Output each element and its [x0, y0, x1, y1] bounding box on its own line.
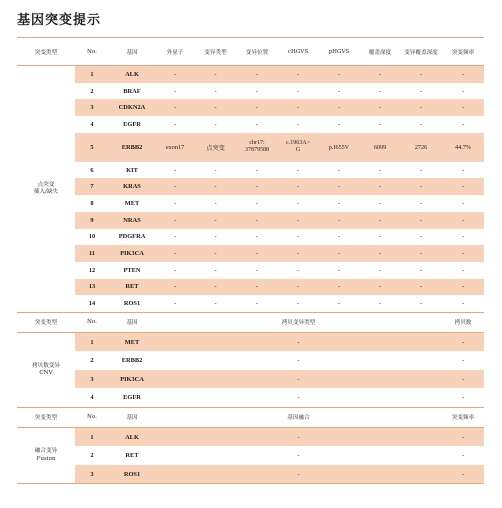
table-cell: -: [173, 266, 177, 274]
table-cell: -: [255, 166, 259, 174]
gene-name: RET: [125, 452, 139, 460]
table-cell: -: [442, 370, 484, 389]
table-cell: -: [255, 87, 259, 95]
cnv-header-cell: 基因: [109, 312, 155, 332]
table-cell: -: [400, 66, 442, 83]
cnv-header-row: [17, 312, 484, 332]
row-number: 3: [75, 99, 109, 116]
row-number: 2: [90, 357, 94, 365]
table-cell: -: [442, 465, 484, 484]
table-cell: 2726: [400, 133, 442, 162]
table-cell: -: [214, 233, 217, 241]
table-cell: -: [155, 370, 442, 389]
table-cell: -: [173, 199, 177, 207]
table-cell: -: [461, 452, 465, 460]
table-cell: -: [442, 388, 484, 407]
table-cell: 6099: [360, 133, 400, 162]
table-row: [17, 427, 484, 446]
table-cell: -: [461, 266, 465, 274]
table-cell: -: [442, 245, 484, 262]
fusion-header-row: [17, 407, 484, 427]
table-cell: -: [214, 199, 217, 207]
table-cell: -: [400, 279, 442, 296]
table-cell: -: [442, 295, 484, 312]
row-number: 13: [75, 279, 109, 296]
table-cell: -: [442, 332, 484, 351]
table-cell: -: [278, 66, 318, 83]
table-cell: -: [337, 166, 341, 174]
row-number: 1: [75, 332, 109, 351]
table-cell: -: [195, 99, 236, 116]
table-cell: -: [195, 279, 236, 296]
table-cell: -: [155, 427, 442, 446]
fusion-header-cell: 突变类型: [17, 407, 75, 427]
row-number: 4: [75, 388, 109, 407]
table-cell: -: [337, 120, 341, 128]
table-cell: -: [461, 233, 465, 241]
table-row: [17, 388, 484, 407]
table-cell: -: [360, 99, 400, 116]
table-cell: -: [214, 87, 217, 95]
table-cell: -: [195, 295, 236, 312]
table-cell: -: [155, 295, 195, 312]
table-cell: -: [255, 266, 259, 274]
table-cell: -: [195, 212, 236, 229]
table-cell: -: [236, 66, 278, 83]
table-cell: -: [318, 279, 360, 296]
table-row: [17, 262, 484, 279]
row-number: 5: [75, 133, 109, 162]
table-cell: -: [236, 279, 278, 296]
table-cell: 点突变: [195, 133, 236, 162]
table-cell: -: [337, 87, 341, 95]
gene-name: NRAS: [109, 212, 155, 229]
row-number: 2: [90, 452, 94, 460]
snv-header-row: [17, 38, 484, 66]
gene-name: ROS1: [109, 465, 155, 484]
row-number: 9: [75, 212, 109, 229]
fusion-header-cell: No.: [75, 407, 109, 427]
gene-name: MET: [124, 199, 140, 207]
snv-header-cell: 变异类型: [195, 38, 236, 66]
table-cell: -: [318, 212, 360, 229]
gene-name: PTEN: [123, 266, 141, 274]
table-cell: -: [378, 199, 382, 207]
table-cell: -: [360, 245, 400, 262]
snv-header-cell: No.: [75, 38, 109, 66]
table-cell: -: [278, 178, 318, 195]
table-cell: exon17: [155, 133, 195, 162]
gene-name: EGFR: [123, 120, 141, 128]
fusion-header-cell: 基因: [109, 407, 155, 427]
table-cell: -: [155, 178, 195, 195]
row-number: 8: [90, 199, 94, 207]
row-number: 12: [88, 266, 96, 274]
category-label: 融合变异 Fusion: [17, 427, 75, 484]
table-cell: -: [318, 66, 360, 83]
table-cell: -: [173, 166, 177, 174]
table-row: [17, 279, 484, 296]
table-cell: -: [214, 166, 217, 174]
gene-name: EGFR: [109, 388, 155, 407]
table-cell: -: [297, 357, 300, 365]
table-row: [17, 162, 484, 179]
gene-name: RET: [109, 279, 155, 296]
category-label: 点突变 插入/缺失: [17, 66, 75, 313]
table-cell: -: [461, 199, 465, 207]
table-row: [17, 212, 484, 229]
snv-header-cell: 基因: [109, 38, 155, 66]
table-cell: -: [461, 87, 465, 95]
table-cell: -: [278, 295, 318, 312]
table-cell: -: [400, 212, 442, 229]
gene-name: KIT: [126, 166, 138, 174]
table-row: [17, 446, 484, 465]
gene-name: ROS1: [109, 295, 155, 312]
table-cell: -: [236, 178, 278, 195]
table-cell: -: [400, 245, 442, 262]
row-number: 3: [75, 370, 109, 389]
table-cell: -: [155, 99, 195, 116]
row-number: 2: [90, 87, 94, 95]
snv-header-cell: 覆盖深度: [360, 38, 400, 66]
table-row: [17, 351, 484, 370]
snv-header-cell: 变异位置: [236, 38, 278, 66]
table-cell: -: [337, 266, 341, 274]
table-cell: -: [337, 233, 341, 241]
gene-name: ERBB2: [121, 357, 143, 365]
row-number: 3: [75, 465, 109, 484]
cnv-header-cell: 突变类型: [17, 312, 75, 332]
table-row: [17, 245, 484, 262]
table-cell: 44.7%: [442, 133, 484, 162]
row-number: 1: [75, 427, 109, 446]
table-cell: -: [442, 279, 484, 296]
table-row: [17, 465, 484, 484]
cnv-header-cell: No.: [75, 312, 109, 332]
table-cell: -: [236, 245, 278, 262]
table-cell: -: [155, 279, 195, 296]
table-cell: -: [419, 266, 423, 274]
gene-name: ALK: [109, 427, 155, 446]
table-cell: -: [214, 266, 217, 274]
table-row: [17, 370, 484, 389]
table-cell: -: [297, 452, 300, 460]
table-cell: -: [278, 245, 318, 262]
table-row: [17, 66, 484, 83]
table-cell: -: [195, 178, 236, 195]
gene-name: PIK3CA: [109, 245, 155, 262]
table-cell: -: [400, 295, 442, 312]
table-cell: -: [419, 87, 423, 95]
table-cell: chr17: 37879588: [236, 133, 278, 162]
table-row: [17, 295, 484, 312]
table-cell: -: [173, 120, 177, 128]
row-number: 14: [75, 295, 109, 312]
snv-header-cell: 变异覆盖深度: [400, 38, 442, 66]
gene-name: KRAS: [109, 178, 155, 195]
snv-header-cell: 突变频率: [442, 38, 484, 66]
table-cell: -: [419, 120, 423, 128]
gene-name: PIK3CA: [109, 370, 155, 389]
table-cell: p.I655V: [318, 133, 360, 162]
table-cell: -: [173, 87, 177, 95]
table-cell: -: [296, 266, 300, 274]
table-row: [17, 83, 484, 100]
row-number: 11: [75, 245, 109, 262]
table-cell: c.1963A> G: [278, 133, 318, 162]
table-cell: -: [318, 245, 360, 262]
row-number: 6: [90, 166, 94, 174]
table-cell: -: [442, 212, 484, 229]
table-cell: -: [461, 357, 465, 365]
mutation-table: [17, 37, 484, 484]
table-cell: -: [278, 99, 318, 116]
table-cell: -: [155, 212, 195, 229]
gene-name: MET: [109, 332, 155, 351]
snv-header-cell: 外显子: [155, 38, 195, 66]
page-title: 基因突变提示: [17, 13, 102, 28]
table-cell: -: [318, 295, 360, 312]
table-cell: -: [255, 199, 259, 207]
table-cell: -: [155, 388, 442, 407]
table-cell: -: [360, 66, 400, 83]
table-cell: -: [378, 120, 382, 128]
table-row: [17, 133, 484, 162]
table-cell: -: [442, 427, 484, 446]
table-cell: -: [255, 233, 259, 241]
gene-name: PDGFRA: [118, 233, 146, 241]
table-cell: -: [419, 233, 423, 241]
fusion-header-cell: 基因融合: [155, 407, 442, 427]
table-cell: -: [400, 178, 442, 195]
table-cell: -: [378, 166, 382, 174]
table-cell: -: [360, 279, 400, 296]
gene-name: BRAF: [123, 87, 141, 95]
table-row: [17, 116, 484, 133]
table-cell: -: [360, 295, 400, 312]
table-cell: -: [255, 120, 259, 128]
table-cell: -: [173, 233, 177, 241]
table-cell: -: [360, 178, 400, 195]
table-cell: -: [318, 178, 360, 195]
table-cell: -: [400, 99, 442, 116]
table-cell: -: [461, 166, 465, 174]
table-row: [17, 195, 484, 212]
row-number: 10: [88, 233, 96, 241]
gene-name: ERBB2: [109, 133, 155, 162]
gene-name: ALK: [109, 66, 155, 83]
table-cell: -: [155, 245, 195, 262]
table-cell: -: [278, 212, 318, 229]
table-row: [17, 332, 484, 351]
table-cell: -: [360, 212, 400, 229]
category-label: 拷贝数变异 CNV: [17, 332, 75, 407]
table-row: [17, 99, 484, 116]
row-number: 1: [75, 66, 109, 83]
table-cell: -: [378, 266, 382, 274]
table-cell: -: [442, 99, 484, 116]
table-cell: -: [195, 245, 236, 262]
table-cell: -: [318, 99, 360, 116]
cnv-header-cell: 拷贝数: [442, 312, 484, 332]
table-cell: -: [419, 166, 423, 174]
table-row: [17, 178, 484, 195]
table-cell: -: [236, 295, 278, 312]
table-cell: -: [378, 87, 382, 95]
table-cell: -: [155, 465, 442, 484]
table-cell: -: [378, 233, 382, 241]
table-cell: -: [236, 99, 278, 116]
table-cell: -: [195, 66, 236, 83]
table-cell: -: [296, 166, 300, 174]
table-cell: -: [296, 120, 300, 128]
snv-header-cell: pHGVS: [318, 38, 360, 66]
table-cell: -: [442, 66, 484, 83]
table-cell: -: [296, 87, 300, 95]
table-cell: -: [442, 178, 484, 195]
table-cell: -: [278, 279, 318, 296]
table-cell: -: [296, 199, 300, 207]
snv-header-cell: 突变类型: [17, 38, 75, 66]
table-cell: -: [214, 120, 217, 128]
table-cell: -: [155, 332, 442, 351]
row-number: 4: [90, 120, 94, 128]
snv-header-cell: cHGVS: [278, 38, 318, 66]
table-cell: -: [155, 66, 195, 83]
table-cell: -: [296, 233, 300, 241]
table-cell: -: [337, 199, 341, 207]
table-row: [17, 229, 484, 246]
table-cell: -: [419, 199, 423, 207]
table-cell: -: [236, 212, 278, 229]
table-cell: -: [461, 120, 465, 128]
cnv-header-cell: 拷贝变异类型: [155, 312, 442, 332]
gene-name: CDKN2A: [109, 99, 155, 116]
row-number: 7: [75, 178, 109, 195]
fusion-header-cell: 突变频率: [442, 407, 484, 427]
